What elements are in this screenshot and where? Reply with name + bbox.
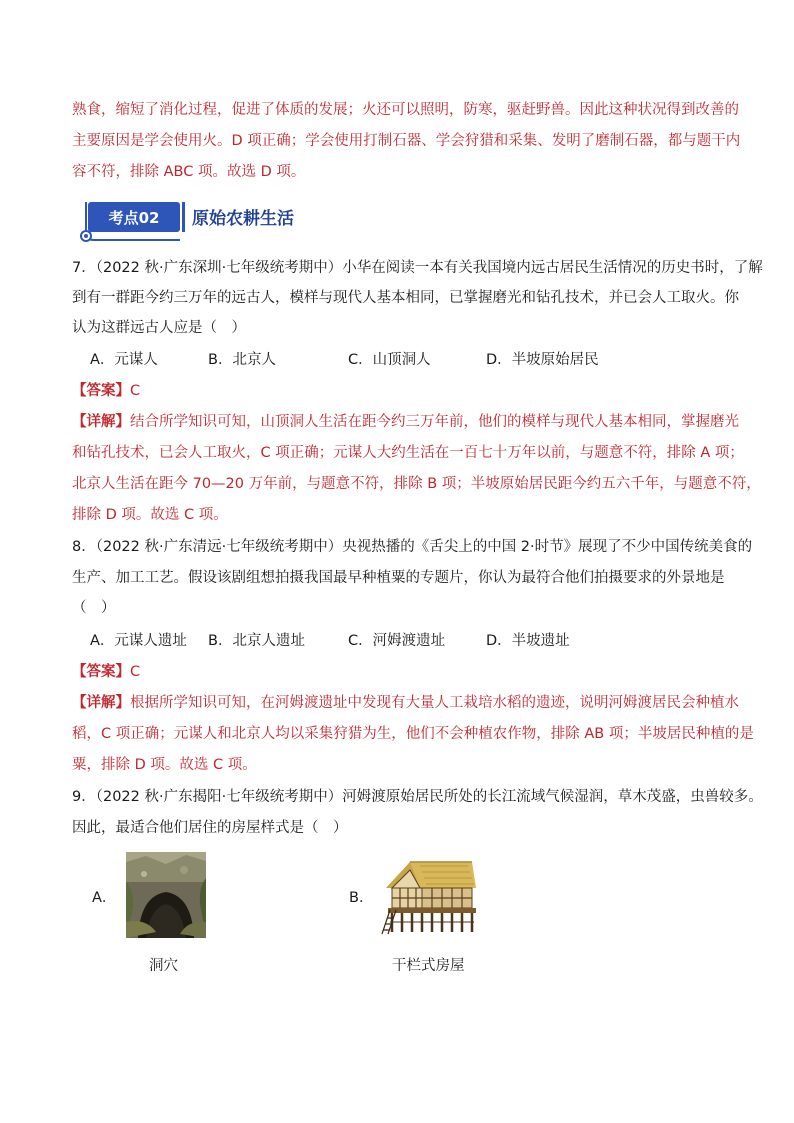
question-8-detail-line-3: 粟，排除 D 项。故选 C 项。: [72, 757, 257, 773]
detail-text: 结合所学知识可知，山顶洞人生活在距今约三万年前，他们的模样与现代人基本相同，掌握磨光: [130, 414, 739, 430]
section-divider: [182, 202, 185, 232]
section-title: 原始农耕生活: [192, 209, 294, 229]
question-8-line-1: 8．（2022 秋·广东清远·七年级统考期中）央视热播的《舌尖上的中国 2·时节》展现了不少中国传统美食的: [72, 539, 753, 555]
question-7-line-3: 认为这群远古人应是（ ）: [72, 320, 246, 336]
detail-tag: 【详解】: [72, 414, 130, 430]
question-8-line-2: 生产、加工工艺。假设该剧组想拍摄我国最早种植粟的专题片，你认为最符合他们拍摄要求的外景地是: [72, 570, 725, 586]
answer-tag: 【答案】: [72, 664, 130, 680]
answer-tag: 【答案】: [72, 383, 130, 399]
question-7-line-2: 到有一群距今约三万年的远古人，模样与现代人基本相同，已掌握磨光和钻孔技术，并已会人工取火。你: [72, 290, 739, 306]
section-badge: 考点02: [88, 202, 180, 232]
option-a-caption: 洞穴: [149, 958, 178, 974]
option-d: D．半坡遗址: [486, 633, 570, 649]
explanation-line-1: 熟食，缩短了消化过程，促进了体质的发展；火还可以照明，防寒，驱赶野兽。因此这种状况得到改善的: [72, 102, 739, 118]
explanation-line-3: 容不符，排除 ABC 项。故选 D 项。: [72, 164, 306, 180]
explanation-line-2: 主要原因是学会使用火。D 项正确；学会使用打制石器、学会狩猎和采集、发明了磨制石器，都与题干内: [72, 133, 741, 149]
option-b: B．北京人遗址: [208, 633, 305, 649]
answer-value: C: [130, 664, 141, 680]
question-9-line-2: 因此，最适合他们居住的房屋样式是（ ）: [72, 820, 348, 836]
cave-image: [126, 852, 206, 938]
option-c: C．山顶洞人: [348, 352, 431, 368]
question-8-answer: [72, 662, 732, 682]
question-7-detail-line-1: [72, 412, 739, 432]
cave-icon: [126, 852, 206, 938]
detail-tag: 【详解】: [72, 695, 130, 711]
option-b-label: B．: [349, 890, 374, 906]
section-header: [76, 198, 396, 244]
option-b: B．北京人: [208, 352, 276, 368]
stilt-house-icon: [380, 852, 478, 936]
answer-value: C: [130, 383, 141, 399]
option-a: A．元谋人遗址: [90, 633, 187, 649]
option-c: C．河姆渡遗址: [348, 633, 446, 649]
option-a: A．元谋人: [90, 352, 158, 368]
stilt-house-image: [380, 852, 478, 936]
question-8-detail-line-2: 稻，C 项正确；元谋人和北京人均以采集狩猎为生，他们不会种植农作物，排除 AB 项；半坡居民种植的是: [72, 726, 754, 742]
question-7-detail-line-2: 和钻孔技术，已会人工取火，C 项正确；元谋人大约生活在一百七十万年以前，与题意不符，排除 A 项；: [72, 445, 744, 461]
question-7-line-1: 7．（2022 秋·广东深圳·七年级统考期中）小华在阅读一本有关我国境内远古居民生活情况的历史书时，了解: [72, 260, 763, 276]
option-a-label: A．: [92, 890, 117, 906]
question-7-detail-line-3: 北京人生活在距今 70—20 万年前，与题意不符，排除 B 项；半坡原始居民距今约五六千年，与题意不符，: [72, 476, 761, 492]
option-d: D．半坡原始居民: [486, 352, 599, 368]
question-8-line-3: （ ）: [72, 600, 116, 616]
question-7-detail-line-4: 排除 D 项。故选 C 项。: [72, 507, 228, 523]
question-9-line-1: 9．（2022 秋·广东揭阳·七年级统考期中）河姆渡原始居民所处的长江流域气候湿润，草木茂盛，虫兽较多。: [72, 789, 763, 805]
option-b-caption: 干栏式房屋: [392, 958, 465, 974]
question-7-answer: [72, 381, 732, 401]
detail-text: 根据所学知识可知，在河姆渡遗址中发现有大量人工栽培水稻的遗迹，说明河姆渡居民会种植水: [130, 695, 739, 711]
question-8-detail-line-1: [72, 693, 739, 713]
